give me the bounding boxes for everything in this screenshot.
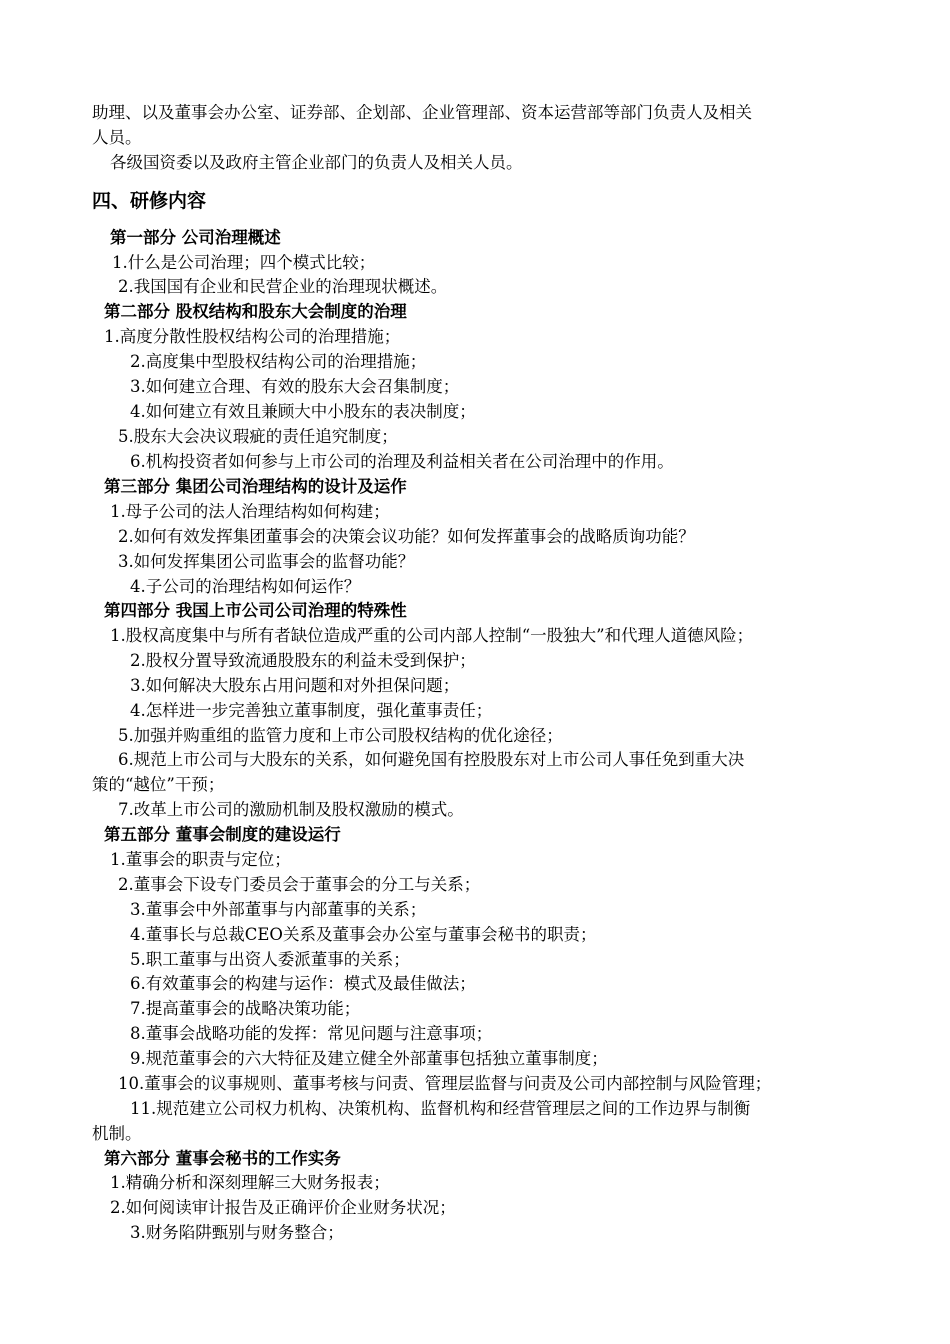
list-item: 5.股东大会决议瑕疵的责任追究制度； [118,427,398,446]
list-item: 3.如何发挥集团公司监事会的监督功能？ [118,552,415,571]
list-item: 3.董事会中外部董事与内部董事的关系； [130,900,427,919]
part-heading: 第六部分 董事会秘书的工作实务 [104,1149,341,1168]
part-heading: 第四部分 我国上市公司公司治理的特殊性 [104,601,407,620]
list-item: 7.提高董事会的战略决策功能； [130,999,361,1018]
list-item: 1.董事会的职责与定位； [110,850,291,869]
list-item: 9.规范董事会的六大特征及建立健全外部董事包括独立董事制度； [130,1049,608,1068]
list-item: 5.职工董事与出资人委派董事的关系； [130,950,410,969]
list-item: 1.高度分散性股权结构公司的治理措施； [104,327,401,346]
list-item: 4.子公司的治理结构如何运作？ [130,577,361,596]
list-item: 10.董事会的议事规则、董事考核与问责、管理层监督与问责及公司内部控制与风险管理； [118,1074,772,1093]
list-item: 3.如何建立合理、有效的股东大会召集制度； [130,377,460,396]
intro-line: 人员。 [92,128,142,147]
list-item-continuation: 机制。 [92,1124,142,1143]
list-item: 8.董事会战略功能的发挥：常见问题与注意事项； [130,1024,493,1043]
list-item: 4.如何建立有效且兼顾大中小股东的表决制度； [130,402,476,421]
list-item: 2.如何阅读审计报告及正确评价企业财务状况； [110,1198,456,1217]
list-item: 4.董事长与总裁CEO关系及董事会办公室与董事会秘书的职责； [130,925,597,944]
list-item: 6.机构投资者如何参与上市公司的治理及利益相关者在公司治理中的作用。 [130,452,674,471]
section-heading: 四、研修内容 [92,190,207,212]
part-heading: 第一部分 公司治理概述 [110,228,281,247]
list-item: 4.怎样进一步完善独立董事制度，强化董事责任； [130,701,493,720]
list-item: 2.股权分置导致流通股股东的利益未受到保护； [130,651,476,670]
list-item: 5.加强并购重组的监管力度和上市公司股权结构的优化途径； [118,726,563,745]
list-item: 1.股权高度集中与所有者缺位造成严重的公司内部人控制“一股独大”和代理人道德风险； [110,626,754,645]
list-item: 11.规范建立公司权力机构、决策机构、监督机构和经营管理层之间的工作边界与制衡 [130,1099,751,1118]
list-item: 1.精确分析和深刻理解三大财务报表； [110,1173,390,1192]
list-item: 2.高度集中型股权结构公司的治理措施； [130,352,427,371]
list-item: 7.改革上市公司的激励机制及股权激励的模式。 [118,800,464,819]
list-item-continuation: 策的“越位”干预； [92,775,225,794]
part-heading: 第三部分 集团公司治理结构的设计及运作 [104,477,407,496]
list-item: 2.如何有效发挥集团董事会的决策会议功能？如何发挥董事会的战略质询功能？ [118,527,695,546]
intro-line: 各级国资委以及政府主管企业部门的负责人及相关人员。 [110,153,523,172]
list-item: 2.董事会下设专门委员会于董事会的分工与关系； [118,875,481,894]
part-heading: 第五部分 董事会制度的建设运行 [104,825,341,844]
list-item: 2.我国国有企业和民营企业的治理现状概述。 [118,277,448,296]
list-item: 1.什么是公司治理；四个模式比较； [112,253,376,272]
list-item: 6.有效董事会的构建与运作：模式及最佳做法； [130,974,476,993]
list-item: 3.财务陷阱甄别与财务整合； [130,1223,344,1242]
part-heading: 第二部分 股权结构和股东大会制度的治理 [104,302,407,321]
list-item: 3.如何解决大股东占用问题和对外担保问题； [130,676,460,695]
list-item: 1.母子公司的法人治理结构如何构建； [110,502,390,521]
intro-line: 助理、以及董事会办公室、证券部、企划部、企业管理部、资本运营部等部门负责人及相关 [92,103,752,122]
list-item: 6.规范上市公司与大股东的关系，如何避免国有控股股东对上市公司人事任免到重大决 [118,750,745,769]
